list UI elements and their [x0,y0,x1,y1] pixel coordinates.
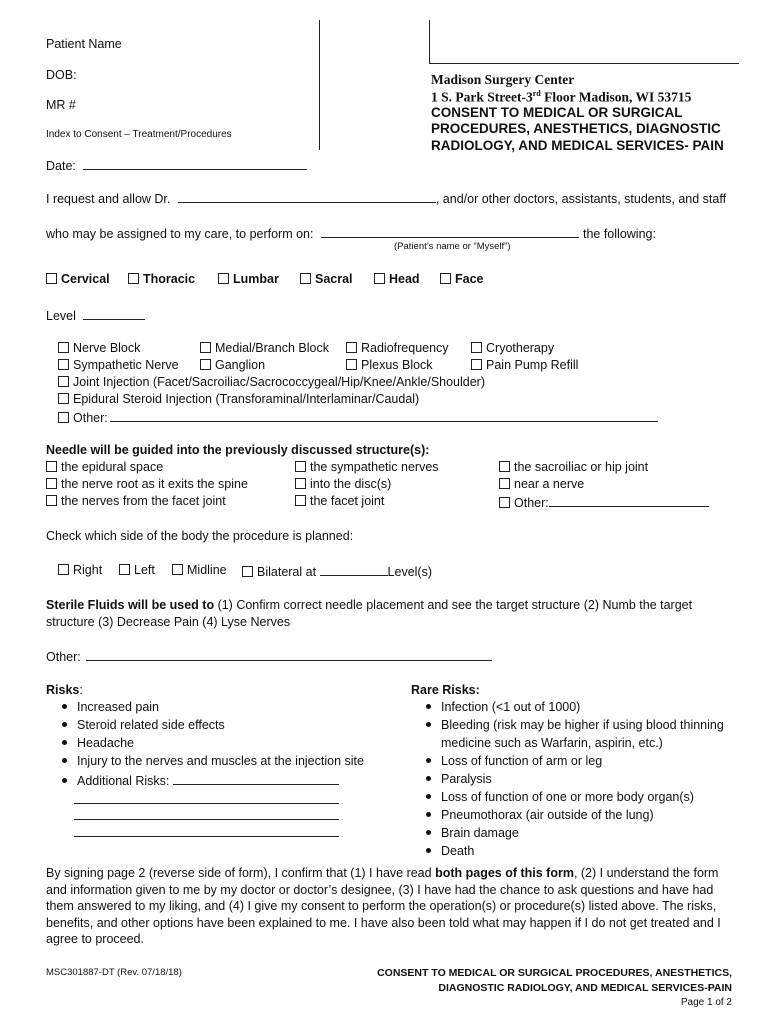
request-row [46,190,726,206]
patient-field[interactable] [321,225,579,238]
checkbox[interactable] [374,273,385,284]
other-row [46,648,492,664]
proc-pain-pump-refill[interactable]: Pain Pump Refill [471,358,578,372]
needle-other[interactable]: Other: [499,494,709,510]
checkbox[interactable] [499,461,510,472]
rare-risk-item-cont: medicine such as Warfarin, aspirin, etc.) [441,736,663,750]
rare-risk-item: Loss of function of arm or leg [426,754,602,768]
checkbox[interactable] [58,342,69,353]
level-label: Level [46,309,76,323]
header-divider-right [429,20,430,64]
checkbox[interactable] [295,478,306,489]
needle-other-field[interactable] [549,494,709,507]
checkbox[interactable] [499,497,510,508]
date-label: Date: [46,159,76,173]
additional-risks-line-4[interactable] [74,836,339,837]
other-label: Other: [46,650,81,664]
checkbox[interactable] [128,273,139,284]
checkbox[interactable] [346,342,357,353]
header-divider-left [319,20,320,150]
checkbox[interactable] [499,478,510,489]
needle-epidural-space[interactable]: the epidural space [46,460,163,474]
region-lumbar[interactable]: Lumbar [218,272,279,286]
footer-title-line-2: DIAGNOSTIC RADIOLOGY, AND MEDICAL SERVICES-PAIN [438,982,732,994]
checkbox[interactable] [200,359,211,370]
checkbox[interactable] [46,495,57,506]
rare-risk-item: Infection (<1 out of 1000) [426,700,580,714]
proc-sympathetic-nerve[interactable]: Sympathetic Nerve [58,358,179,372]
checkbox[interactable] [440,273,451,284]
side-right[interactable]: Right [58,563,102,577]
form-title-line-1: CONSENT TO MEDICAL OR SURGICAL [431,105,683,120]
checkbox[interactable] [300,273,311,284]
doctor-name-field[interactable] [178,190,436,203]
date-field[interactable] [83,157,307,170]
needle-nerve-root[interactable]: the nerve root as it exits the spine [46,477,248,491]
page-number: Page 1 of 2 [680,997,732,1008]
proc-other[interactable]: Other: [58,409,658,425]
rare-risks-heading: Rare Risks: [411,683,480,697]
checkbox[interactable] [471,359,482,370]
date-row [46,157,307,173]
patient-name-label: Patient Name [46,37,122,51]
form-code: MSC301887-DT (Rev. 07/18/18) [46,967,182,978]
checkbox[interactable] [119,564,130,575]
checkbox[interactable] [58,564,69,575]
header-rule [429,63,739,64]
proc-plexus-block[interactable]: Plexus Block [346,358,433,372]
region-sacral[interactable]: Sacral [300,272,353,286]
rare-risk-item: Brain damage [426,826,519,840]
side-bilateral[interactable]: Bilateral at Level(s) [242,563,432,579]
dob-label: DOB: [46,68,77,82]
other-field[interactable] [86,648,492,661]
checkbox[interactable] [58,412,69,423]
level-row [46,307,145,323]
checkbox[interactable] [471,342,482,353]
level-field[interactable] [83,307,145,320]
checkbox[interactable] [172,564,183,575]
proc-cryotherapy[interactable]: Cryotherapy [471,341,554,355]
facility-name: Madison Surgery Center [431,72,575,87]
rare-risk-item: Loss of function of one or more body organ(s) [426,790,694,804]
checkbox[interactable] [346,359,357,370]
proc-other-field[interactable] [110,409,658,422]
side-question: Check which side of the body the procedure is planned: [46,529,354,543]
region-thoracic[interactable]: Thoracic [128,272,195,286]
needle-near-nerve[interactable]: near a nerve [499,477,584,491]
perform-on-suffix: the following: [582,227,656,241]
region-head[interactable]: Head [374,272,420,286]
request-prefix: I request and allow Dr. [46,192,171,206]
proc-epidural-steroid[interactable]: Epidural Steroid Injection (Transforaminal/Interlaminar/Caudal) [58,392,419,406]
risks-heading: Risks: [46,683,83,697]
region-face[interactable]: Face [440,272,484,286]
risk-item-additional: Additional Risks: [62,772,339,788]
needle-disc[interactable]: into the disc(s) [295,477,391,491]
rare-risk-item: Pneumothorax (air outside of the lung) [426,808,654,822]
risk-item: Increased pain [62,700,159,714]
form-title-line-2: PROCEDURES, ANESTHETICS, DIAGNOSTIC [431,121,721,136]
proc-medial-branch-block[interactable]: Medial/Branch Block [200,341,329,355]
facility-address: 1 S. Park Street-3rd Floor Madison, WI 53715 [431,89,692,105]
needle-sympathetic[interactable]: the sympathetic nerves [295,460,439,474]
additional-risks-line-3[interactable] [74,819,339,820]
index-label: Index to Consent – Treatment/Procedures [46,129,232,140]
perform-on-row [46,225,656,241]
bilateral-level-field[interactable] [320,563,388,576]
checkbox[interactable] [218,273,229,284]
proc-radiofrequency[interactable]: Radiofrequency [346,341,449,355]
region-cervical[interactable]: Cervical [46,272,110,286]
request-suffix: , and/or other doctors, assistants, students, and staff [435,192,727,206]
needle-facet-joint[interactable]: the facet joint [295,494,384,508]
checkbox[interactable] [46,461,57,472]
checkbox[interactable] [242,566,253,577]
footer-title-line-1: CONSENT TO MEDICAL OR SURGICAL PROCEDURES, ANESTHETICS, [377,967,732,979]
needle-facet-nerves[interactable]: the nerves from the facet joint [46,494,226,508]
perform-on-prefix: who may be assigned to my care, to perform on: [46,227,314,241]
sterile-fluids-paragraph: Sterile Fluids will be used to (1) Confirm correct needle placement and see the target structure (2) Numb the target structure (3) Decrease Pain (4) Lyse Nerves [46,598,693,629]
checkbox[interactable] [295,461,306,472]
side-midline[interactable]: Midline [172,563,227,577]
proc-joint-injection[interactable]: Joint Injection (Facet/Sacroiliac/Sacrococcygeal/Hip/Knee/Ankle/Shoulder) [58,375,485,389]
checkbox[interactable] [200,342,211,353]
mr-label: MR # [46,98,76,112]
proc-ganglion[interactable]: Ganglion [200,358,265,372]
signing-paragraph: By signing page 2 (reverse side of form), I confirm that (1) I have read both pages of this form, (2) I understand the form and information given to me by my doctor or doctor’s designee, (3) I have had the chance to ask questions and have had them answered to my liking, and (4) I give my consent to perform the operation(s) or procedure(s) listed above. The risks, benefits, and other options have been explained to me. I have also been told what may happen if I do not get treated and I agree to proceed. [46,866,721,946]
patient-hint: (Patient’s name or “Myself”) [394,241,511,252]
checkbox[interactable] [46,478,57,489]
checkbox[interactable] [46,273,57,284]
checkbox[interactable] [58,376,69,387]
rare-risk-item: Paralysis [426,772,492,786]
form-title-line-3: RADIOLOGY, AND MEDICAL SERVICES- PAIN [431,138,724,153]
risk-item: Headache [62,736,134,750]
proc-nerve-block[interactable]: Nerve Block [58,341,140,355]
risk-item: Injury to the nerves and muscles at the injection site [62,754,364,768]
additional-risks-field[interactable] [173,772,339,785]
additional-risks-line-2[interactable] [74,803,339,804]
rare-risk-item: Death [426,844,474,858]
needle-heading: Needle will be guided into the previously discussed structure(s): [46,443,430,457]
checkbox[interactable] [58,359,69,370]
checkbox[interactable] [295,495,306,506]
side-left[interactable]: Left [119,563,155,577]
risk-item: Steroid related side effects [62,718,225,732]
needle-sacroiliac[interactable]: the sacroiliac or hip joint [499,460,648,474]
checkbox[interactable] [58,393,69,404]
rare-risk-item: Bleeding (risk may be higher if using blood thinning [426,718,724,732]
